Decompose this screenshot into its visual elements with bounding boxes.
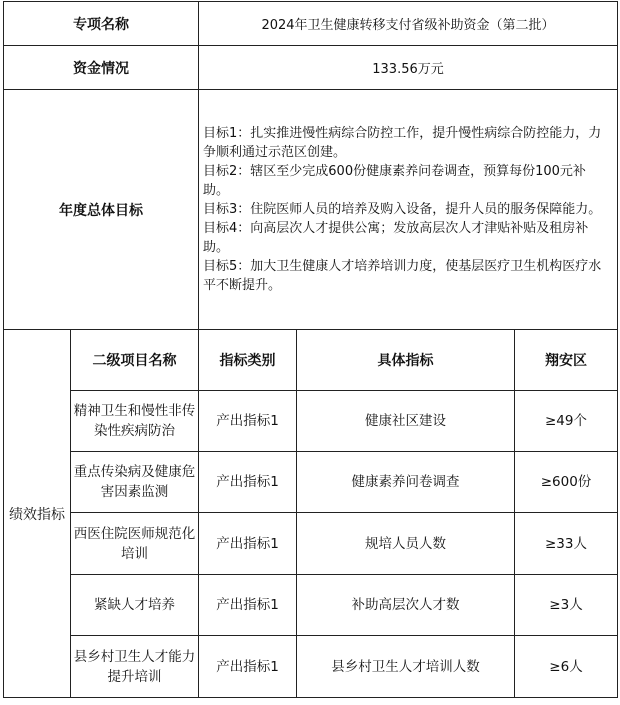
row-indicator: 补助高层次人才数 (297, 575, 515, 636)
annual-goals-row (4, 90, 618, 330)
funds-row (4, 46, 618, 90)
row-value: ≥33人 (515, 513, 618, 575)
goal-item: 目标3：住院医师人员的培养及购入设备，提升人员的服务保障能力。 (203, 202, 602, 217)
row-project-name: 西医住院医师规范化培训 (71, 513, 199, 575)
goal-item: 目标4：向高层次人才提供公寓；发放高层次人才津贴补贴及租房补助。 (203, 221, 589, 255)
row-project-name: 紧缺人才培养 (71, 575, 199, 636)
annual-goals-label: 年度总体目标 (4, 90, 199, 330)
project-name-label: 专项名称 (4, 2, 199, 46)
row-project-name: 重点传染病及健康危害因素监测 (71, 452, 199, 513)
performance-header-row (4, 330, 618, 391)
goal-item: 目标2：辖区至少完成600份健康素养问卷调查，预算每份100元补助。 (203, 164, 586, 198)
table-row (4, 391, 618, 452)
goal-item: 目标5：加大卫生健康人才培养培训力度，使基层医疗卫生机构医疗水平不断提升。 (203, 259, 602, 293)
row-category: 产出指标1 (199, 452, 297, 513)
row-indicator: 健康社区建设 (297, 391, 515, 452)
project-table (3, 1, 618, 698)
table-row (4, 452, 618, 513)
table-row (4, 513, 618, 575)
row-value: ≥6人 (515, 636, 618, 698)
funds-label: 资金情况 (4, 46, 199, 90)
table-row (4, 636, 618, 698)
row-indicator: 规培人员人数 (297, 513, 515, 575)
header-project-name: 二级项目名称 (71, 330, 199, 391)
row-category: 产出指标1 (199, 391, 297, 452)
goal-item: 目标1：扎实推进慢性病综合防控工作，提升慢性病综合防控能力，力争顺利通过示范区创建。 (203, 126, 602, 160)
row-category: 产出指标1 (199, 513, 297, 575)
performance-label: 绩效指标 (4, 330, 71, 698)
row-value: ≥3人 (515, 575, 618, 636)
project-name-value: 2024年卫生健康转移支付省级补助资金（第二批） (199, 2, 618, 46)
row-value: ≥49个 (515, 391, 618, 452)
project-row (4, 2, 618, 46)
row-project-name: 精神卫生和慢性非传染性疾病防治 (71, 391, 199, 452)
row-category: 产出指标1 (199, 636, 297, 698)
funds-value: 133.56万元 (199, 46, 618, 90)
row-indicator: 县乡村卫生人才培训人数 (297, 636, 515, 698)
header-indicator: 具体指标 (297, 330, 515, 391)
annual-goals-list (199, 90, 618, 330)
table-row (4, 575, 618, 636)
row-project-name: 县乡村卫生人才能力提升培训 (71, 636, 199, 698)
row-value: ≥600份 (515, 452, 618, 513)
header-district: 翔安区 (515, 330, 618, 391)
row-indicator: 健康素养问卷调查 (297, 452, 515, 513)
header-category: 指标类别 (199, 330, 297, 391)
row-category: 产出指标1 (199, 575, 297, 636)
